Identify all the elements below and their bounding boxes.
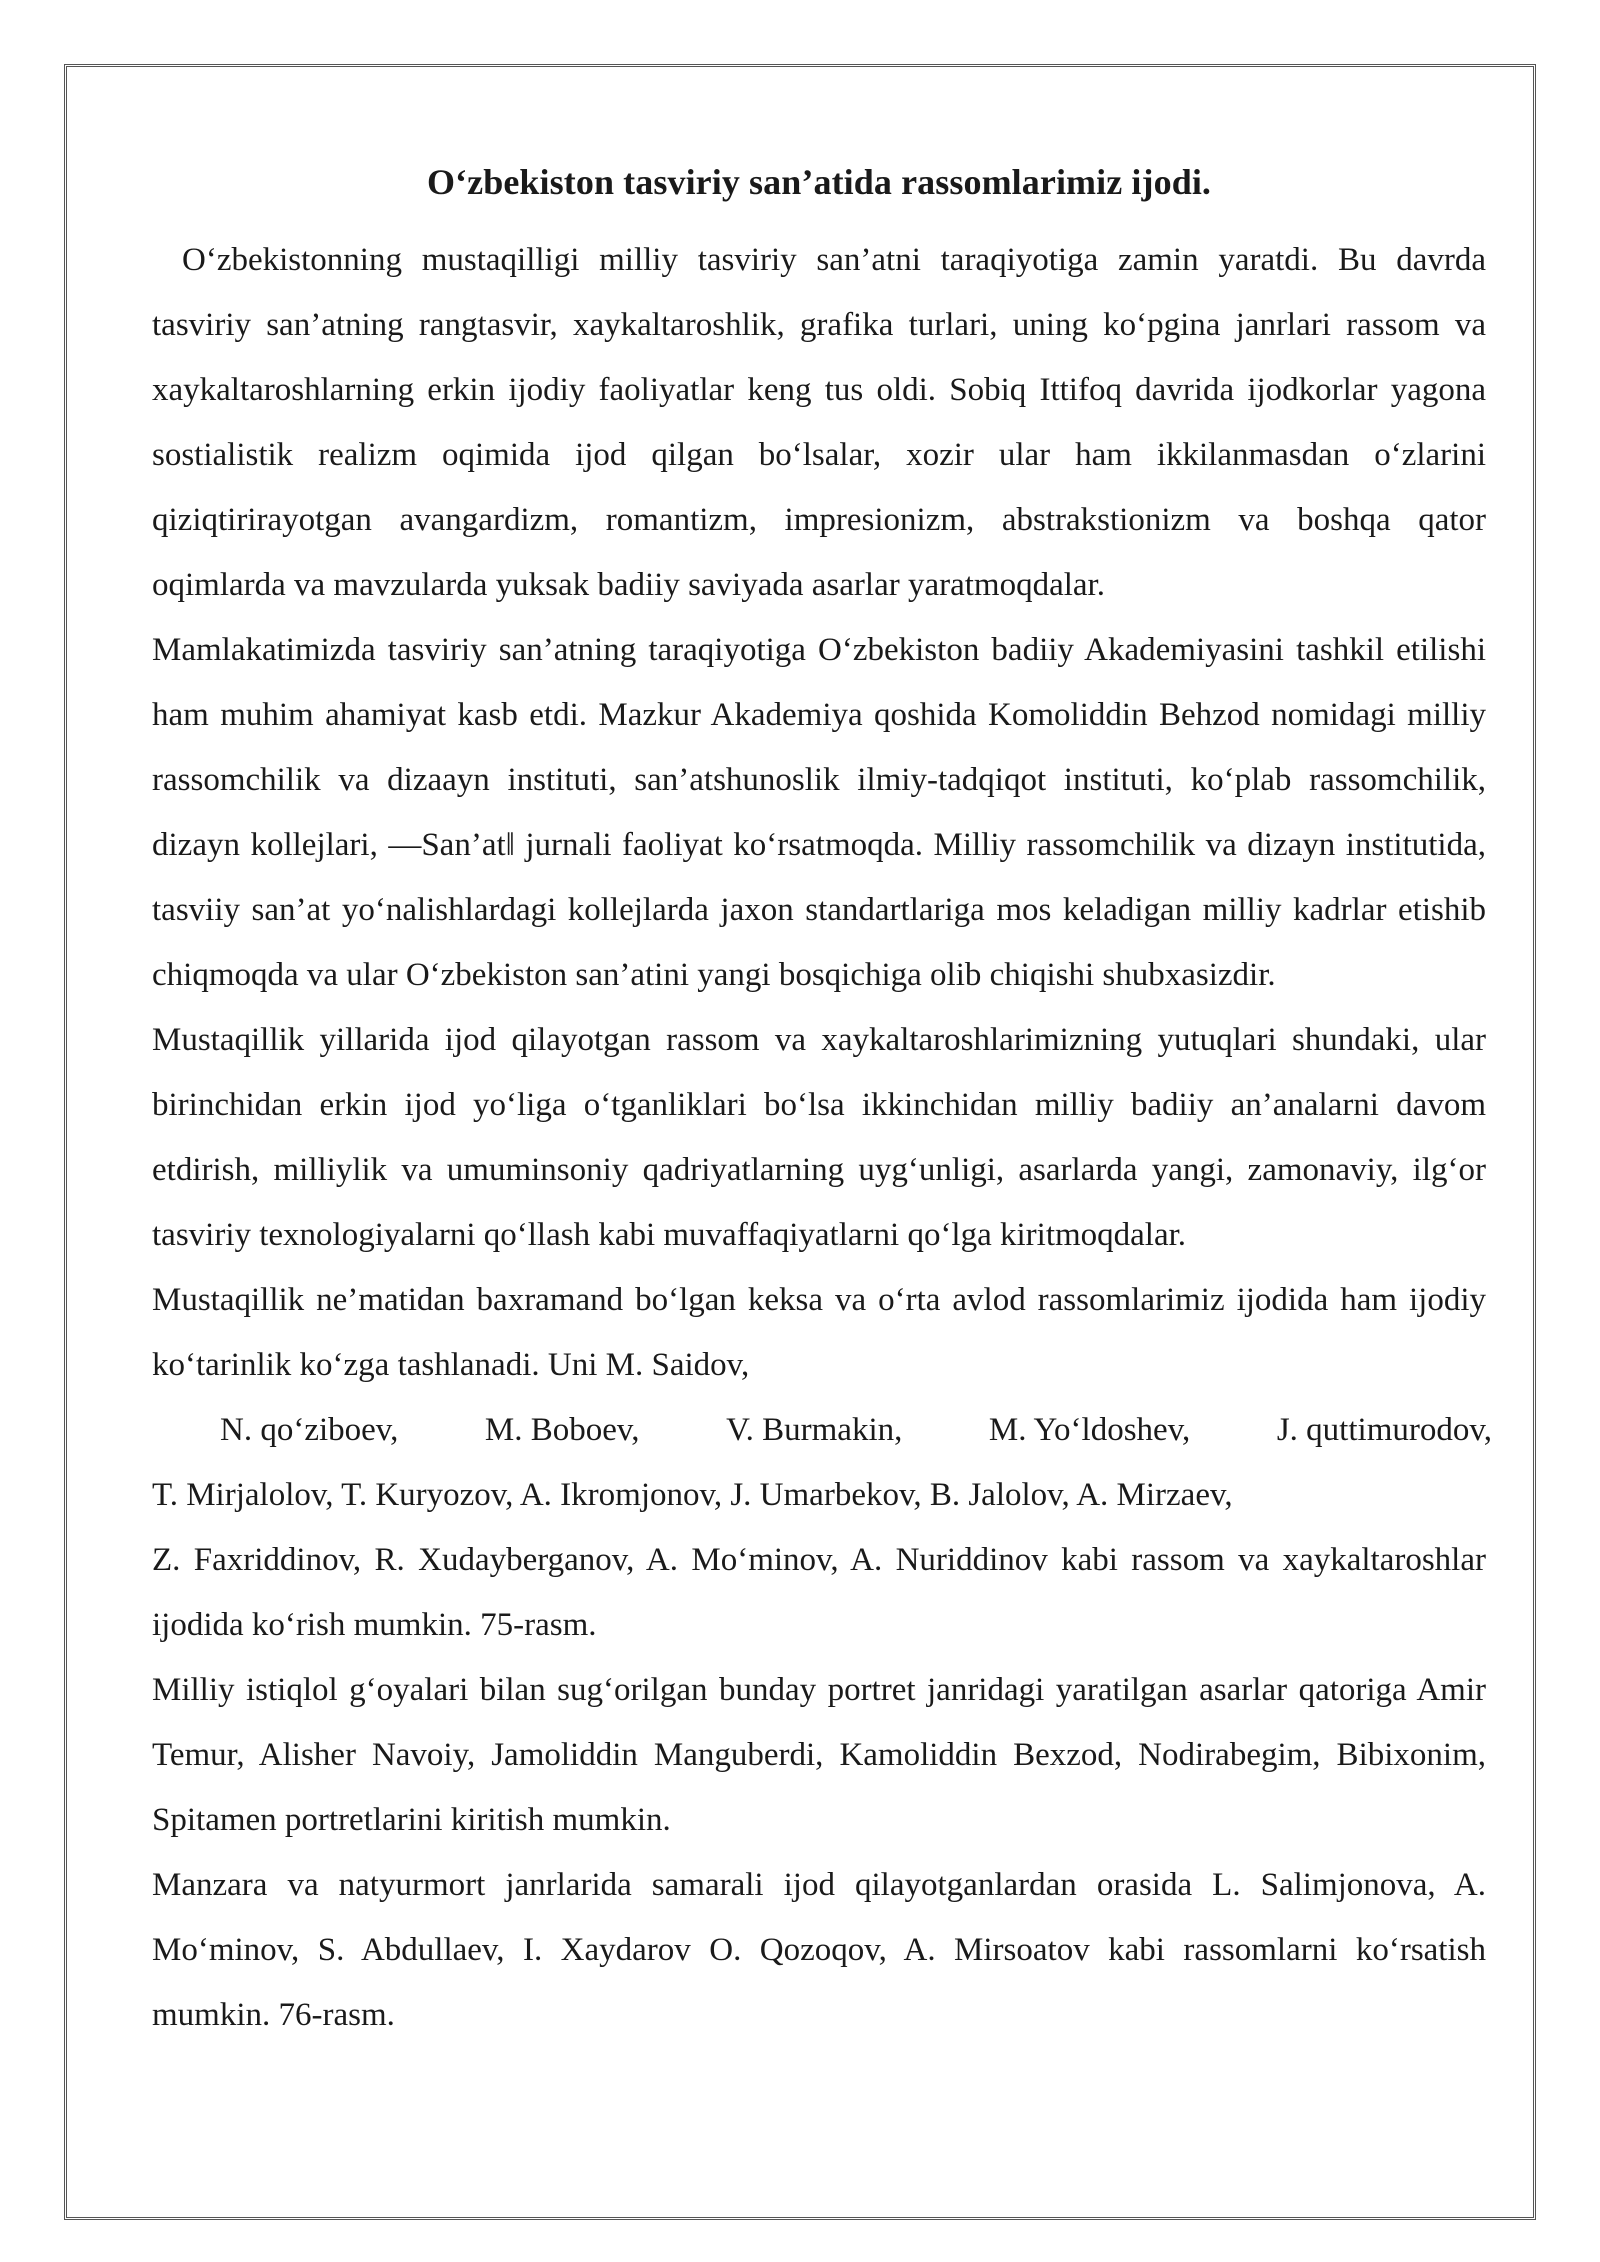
- document-body: [152, 150, 1492, 2048]
- paragraph-landscape: Manzara va natyurmort janrlarida samarali ijod qilayotganlardan orasida L. Salimjonova, A. Mo‘minov, S. Abdullaev, I. Xaydarov O. Qozoqov, A. Mirsoatov kabi rassomlarni ko‘rsatish mumkin. 76-rasm.: [152, 1867, 1486, 2033]
- artist-names-line-2: T. Mirjalolov, T. Kuryozov, A. Ikromjonov, J. Umarbekov, B. Jalolov, A. Mirzaev,: [152, 1477, 1233, 1513]
- paragraph-achievements: Mustaqillik yillarida ijod qilayotgan rassom va xaykaltaroshlarimizning yutuqlari shundaki, ular birinchidan erkin ijod yo‘liga o‘tganliklari bo‘lsa ikkinchidan milliy badiiy an’analarni davom etdirish, milliylik va umuminsoniy qadriyatlarning uyg‘unligi, asarlarda yangi, zamonaviy, ilg‘or tasviriy texnologiyalarni qo‘llash kabi muvaffaqiyatlarni qo‘lga kiritmoqdalar.: [152, 1022, 1486, 1253]
- artist-name: V. Burmakin,: [726, 1412, 903, 1448]
- paragraph-academy: Mamlakatimizda tasviriy san’atning taraqiyotiga O‘zbekiston badiiy Akademiyasini tashkil etilishi ham muhim ahamiyat kasb etdi. Mazkur Akademiya qoshida Komoliddin Behzod nomidagi milliy rassomchilik va dizaayn instituti, san’atshunoslik ilmiy-tadqiqot instituti, ko‘plab rassomchilik, dizayn kollejlari, ―San’at‖ jurnali faoliyat ko‘rsatmoqda. Milliy rassomchilik va dizayn institutida, tasviiy san’at yo‘nalishlardagi kollejlarda jaxon standartlariga mos keladigan milliy kadrlar etishib chiqmoqda va ular O‘zbekiston san’atini yangi bosqichiga olib chiqishi shubxasizdir.: [152, 632, 1486, 993]
- document-title: O‘zbekiston tasviriy san’atida rassomlarimiz ijodi.: [426, 162, 1212, 202]
- paragraph-generations: Mustaqillik ne’matidan baxramand bo‘lgan keksa va o‘rta avlod rassomlarimiz ijodida ham ijodiy ko‘tarinlik ko‘zga tashlanadi. Uni M. Saidov,: [152, 1282, 1486, 1383]
- artist-name: M. Boboev,: [484, 1412, 640, 1448]
- artist-name: M. Yo‘ldoshev,: [988, 1412, 1191, 1448]
- artist-names-line: [152, 1398, 1492, 1463]
- paragraph-independence: O‘zbekistonning mustaqilligi milliy tasviriy san’atni taraqiyotiga zamin yaratdi. Bu davrda tasviriy san’atning rangtasvir, xaykaltaroshlik, grafika turlari, uning ko‘pgina janrlari rassom va xaykaltaroshlarning erkin ijodiy faoliyatlar keng tus oldi. Sobiq Ittifoq davrida ijodkorlar yagona sostialistik realizm oqimida ijod qilgan bo‘lsalar, xozir ular ham ikkilanmasdan o‘zlarini qiziqtirirayotgan avangardizm, romantizm, impresionizm, abstrakstionizm va boshqa qator oqimlarda va mavzularda yuksak badiiy saviyada asarlar yaratmoqdalar.: [152, 242, 1486, 603]
- artist-name: J. quttimurodov,: [1276, 1412, 1492, 1448]
- paragraph-portrait: Milliy istiqlol g‘oyalari bilan sug‘orilgan bunday portret janridagi yaratilgan asarlar qatoriga Amir Temur, Alisher Navoiy, Jamoliddin Manguberdi, Kamoliddin Bexzod, Nodirabegim, Bibixonim, Spitamen portretlarini kiritish mumkin.: [152, 1672, 1486, 1838]
- paragraph-artists-end: Z. Faxriddinov, R. Xudayberganov, A. Mo‘minov, A. Nuriddinov kabi rassom va xaykaltaroshlar ijodida ko‘rish mumkin. 75-rasm.: [152, 1542, 1486, 1643]
- artist-name: N. qo‘ziboev,: [220, 1412, 399, 1448]
